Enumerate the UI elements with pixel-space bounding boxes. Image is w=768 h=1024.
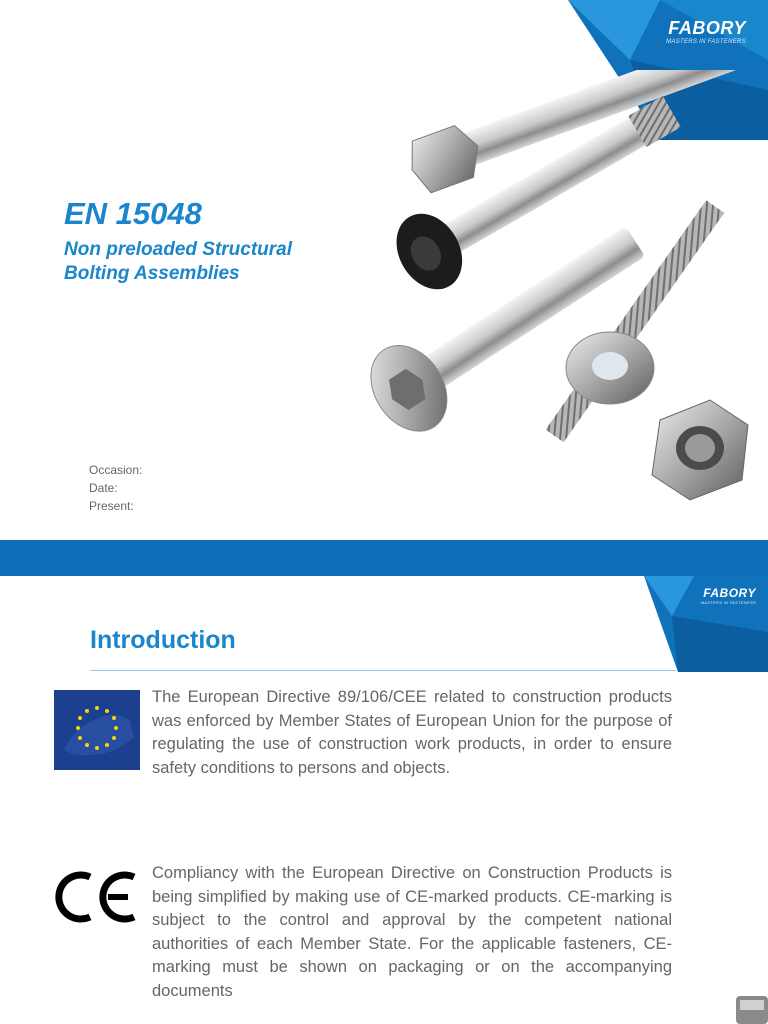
- present-label: Present:: [89, 499, 134, 513]
- ce-mark-icon: [54, 867, 139, 927]
- divider-band: [0, 540, 768, 576]
- logo-wordmark: FABORY: [668, 18, 746, 38]
- intro-paragraph: The European Directive 89/106/CEE related to construction products was enforced by Member States of European Union for the purpose of regulating the use of construction work products, in order to ensure safety conditions to persons and objects.: [152, 688, 672, 777]
- heading-rule: [90, 670, 676, 671]
- section-heading: Introduction: [90, 626, 236, 654]
- bolt-thumbnail: [730, 988, 768, 1024]
- ce-paragraph: Compliancy with the European Directive on Construction Products is being simplified by making use of CE-marked products. CE-marking is subject to the control and approval by the competent national authorities of each Member State. For the applicable fasteners, CE-marking must be shown on packaging or on the accompanying documents: [152, 864, 672, 1000]
- logo-tagline: MASTERS IN FASTENERS: [666, 39, 746, 45]
- document-subtitle: Non preloaded Structural Bolting Assemblies: [64, 239, 293, 284]
- meta-fields: [89, 461, 142, 515]
- logo-tagline: MASTERS IN FASTENERS: [700, 600, 756, 605]
- logo-wordmark: FABORY: [703, 586, 756, 600]
- date-label: Date:: [89, 481, 118, 495]
- eu-map-image: [54, 690, 140, 770]
- occasion-label: Occasion:: [89, 463, 143, 477]
- document-title: EN 15048: [64, 196, 202, 231]
- fabory-logo: [612, 18, 746, 45]
- fasteners-photo: [370, 70, 768, 530]
- fabory-logo: [676, 586, 756, 605]
- introduction-slide: [0, 576, 768, 1024]
